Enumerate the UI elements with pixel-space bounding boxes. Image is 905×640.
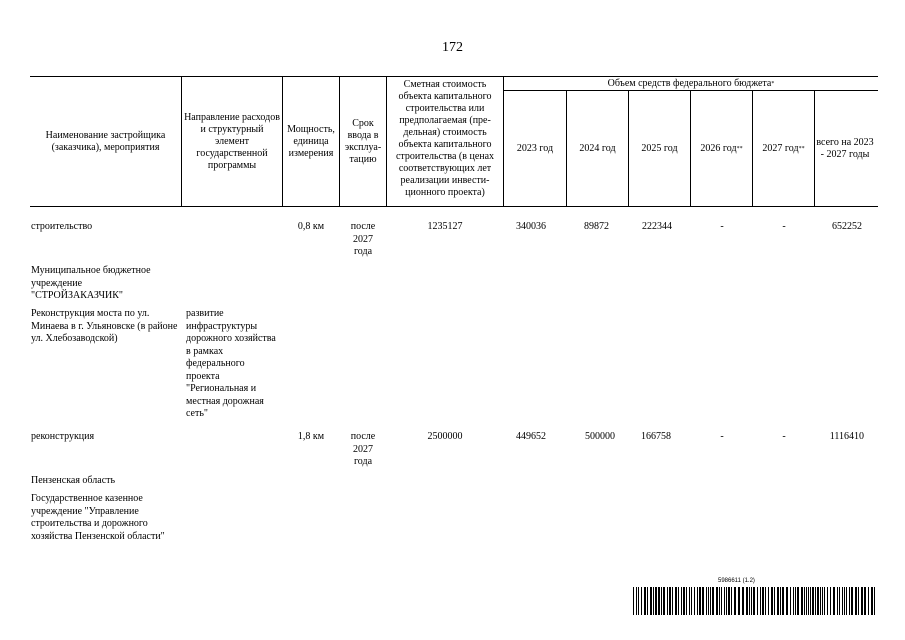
header-term: Срок ввода в эксплуа- тацию — [344, 117, 382, 165]
row-build-2024: 89872 — [584, 221, 609, 232]
row-build-2026: - — [720, 221, 724, 232]
table-header-bottom-rule — [30, 206, 878, 207]
row-recon-capacity: 1,8 км — [297, 431, 325, 442]
col-divider — [814, 90, 815, 206]
row-recon-2026: - — [720, 431, 724, 442]
row-build-name: строительство — [31, 221, 93, 232]
row-project-name: Реконструкция моста по ул. Минаева в г. Ульяновске (в районе ул. Хлебозаводской) — [31, 308, 178, 344]
row-project-direction: развитие инфраструктуры дорожного хозяйства в рамках федерального проекта "Региональная и местная дорожная сеть" — [186, 308, 276, 419]
header-federal-budget: Объем средств федерального бюджета * — [607, 77, 775, 89]
row-build-cost: 1235127 — [427, 221, 463, 232]
page-number: 172 — [442, 40, 463, 55]
row-build-capacity: 0,8 км — [297, 221, 325, 232]
row-recon-total: 1116410 — [829, 431, 864, 442]
row-region: Пензенская область — [31, 475, 116, 486]
header-name: Наименование застройщика (заказчика), мероприятия — [45, 129, 166, 153]
header-total: всего на 2023 - 2027 годы — [816, 136, 874, 160]
row-recon-2023: 449652 — [516, 431, 546, 442]
row-org-2: Государственное казенное учреждение "Управление строительства и дорожного хозяйства Пензенской области" — [31, 493, 165, 542]
row-build-2027: - — [782, 221, 786, 232]
row-recon-2025: 166758 — [641, 431, 671, 442]
row-recon-name: реконструкция — [31, 431, 95, 442]
header-capacity: Мощность, единица измерения — [287, 123, 335, 159]
barcode-icon — [633, 587, 876, 615]
row-recon-term: после 2027 года — [350, 431, 376, 467]
col-divider — [339, 76, 340, 206]
row-recon-2027: - — [782, 431, 786, 442]
row-build-term: после 2027 года — [350, 221, 376, 257]
header-cost: Сметная стоимость объекта капитального строительства или предполагаемая (пре- дельная) стоимость объекта капитального строительства (в ценах соответствующих лет реализации инвести- ционного проекта) — [395, 79, 495, 198]
row-recon-cost: 2500000 — [427, 431, 463, 442]
header-2023: 2023 год — [516, 142, 554, 154]
row-recon-2024: 500000 — [585, 431, 615, 442]
col-divider — [386, 76, 387, 206]
header-direction: Направление расходов и структурный элемент государственной программы — [184, 111, 280, 171]
header-2024: 2024 год — [579, 142, 616, 154]
header-2025: 2025 год — [641, 142, 678, 154]
header-2027: 2027 год ** — [762, 142, 805, 154]
row-build-total: 652252 — [832, 221, 862, 232]
col-divider — [181, 76, 182, 206]
row-build-2023: 340036 — [516, 221, 546, 232]
header-2026: 2026 год ** — [700, 142, 743, 154]
row-org-1: Муниципальное бюджетное учреждение "СТРОЙЗАКАЗЧИК" — [31, 265, 151, 301]
barcode-text: 5986611 (1.2) — [718, 578, 755, 584]
row-build-2025: 222344 — [642, 221, 672, 232]
